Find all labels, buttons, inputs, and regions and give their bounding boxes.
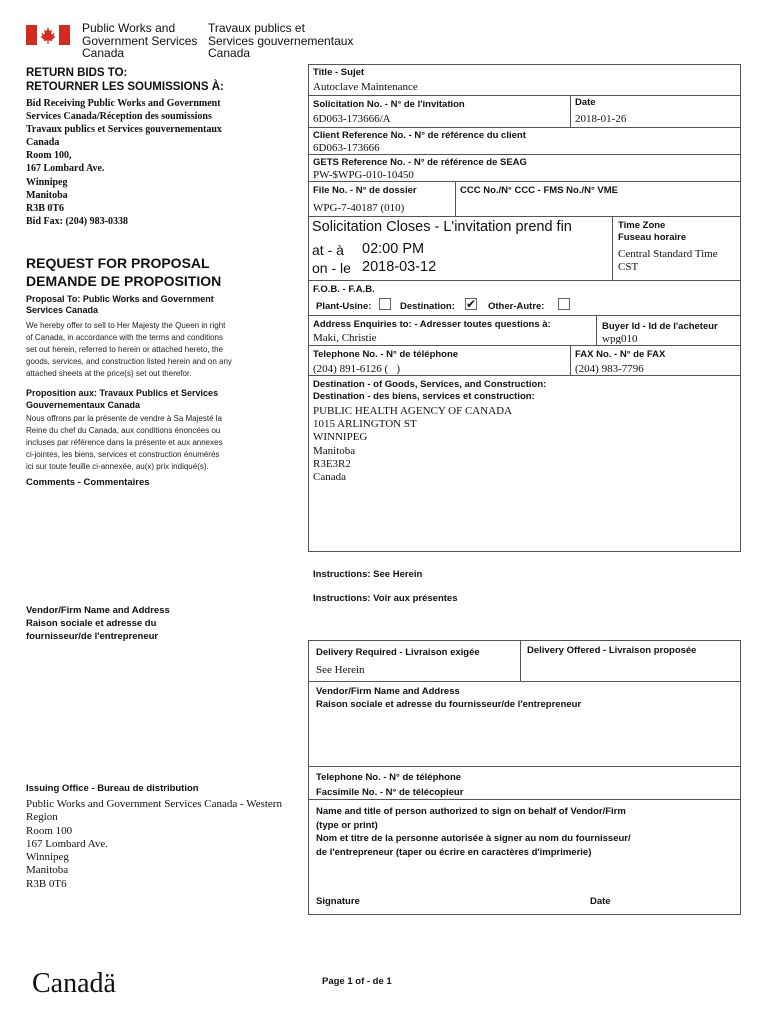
canada-wordmark: Canadä xyxy=(32,968,116,999)
proposal-to-heading: Proposal To: Public Works and Government Services Canada xyxy=(26,294,214,315)
plant-checkbox[interactable] xyxy=(379,298,391,310)
vendor-fax-label: Facsimile No. - N° de télécopieur xyxy=(316,787,464,798)
vendor-telephone-field[interactable] xyxy=(500,770,735,784)
proposal-to-text: We hereby offer to sell to Her Majesty the Queen in right of Canada, in accordance with the terms and conditions set out herein, referred to herein or attached hereto, the goods, services, and construction listed herein and on any attached sheets at the price(s) set out therefor. xyxy=(26,321,232,378)
fob-label: F.O.B. - F.A.B. xyxy=(313,284,375,295)
signature-field[interactable] xyxy=(370,888,570,910)
authorized-signer-field[interactable] xyxy=(316,866,734,880)
destination-heading: Destination - of Goods, Services, and Construction: Destination - des biens, services et construction: xyxy=(313,379,547,402)
buyer-id-label: Buyer Id - Id de l'acheteur xyxy=(602,321,718,332)
instructions-fr: Instructions: Voir aux présentes xyxy=(313,593,458,604)
rfp-heading: REQUEST FOR PROPOSAL DEMANDE DE PROPOSITION xyxy=(26,255,222,289)
telephone-label: Telephone No. - N° de téléphone xyxy=(313,349,459,360)
other-label: Other-Autre: xyxy=(488,301,545,312)
time-zone-label: Time Zone Fuseau horaire xyxy=(618,220,687,243)
signature-date-field[interactable] xyxy=(620,888,735,910)
department-name-en: Public Works and Government Services Canada xyxy=(82,21,198,60)
closing-time-field[interactable] xyxy=(362,240,512,258)
destination-fob-label: Destination: xyxy=(400,301,455,312)
vendor-name-address-field[interactable] xyxy=(316,714,738,766)
delivery-offered-label: Delivery Offered - Livraison proposée xyxy=(527,645,697,656)
file-number-label: File No. - N° de dossier xyxy=(313,185,417,196)
ccc-number-label: CCC No./N° CCC - FMS No./N° VME xyxy=(460,185,619,196)
signature-date-label: Date xyxy=(590,896,611,907)
at-label: at - à xyxy=(312,242,344,258)
solicitation-number-field[interactable] xyxy=(313,112,563,126)
delivery-offered-field[interactable] xyxy=(527,661,735,675)
date-field[interactable] xyxy=(575,112,735,126)
fax-field[interactable] xyxy=(575,362,735,376)
canada-flag-icon xyxy=(26,25,70,45)
government-signature xyxy=(26,22,366,62)
check-icon: ✔ xyxy=(466,297,477,311)
gets-reference-field[interactable] xyxy=(313,168,733,182)
time-zone-value[interactable]: Central Standard Time CST xyxy=(618,248,718,273)
comments-input[interactable] xyxy=(26,492,300,591)
vendor-fax-field[interactable] xyxy=(500,784,735,798)
plant-label: Plant-Usine: xyxy=(316,301,372,312)
file-number-field[interactable] xyxy=(313,201,451,215)
title-label: Title - Sujet xyxy=(313,67,365,78)
destination-checkbox[interactable] xyxy=(465,298,477,310)
other-checkbox[interactable] xyxy=(558,298,570,310)
proposition-text: Nous offrons par la présente de vendre à Sa Majesté la Reine du chef du Canada, aux conditions énoncées ou incluses par référence dans la présente et aux annexes ci-jointes, les biens, services et construction énumérés ici sur toute feuille ci-annexée, au(x) prix indiqué(s). xyxy=(26,414,223,471)
vendor-firm-label: Vendor/Firm Name and Address Raison sociale et adresse du fournisseur/de l'entrepreneur xyxy=(26,605,170,642)
buyer-id-field[interactable] xyxy=(602,334,736,344)
proposition-heading: Proposition aux: Travaux Publics et Services Gouvernementaux Canada xyxy=(26,388,219,410)
issuing-office-address: Public Works and Government Services Canada - Western Region Room 100 167 Lombard Ave. Winnipeg Manitoba R3B 0T6 xyxy=(26,798,282,890)
on-label: on - le xyxy=(312,260,351,276)
solicitation-closes-label: Solicitation Closes - L'invitation prend fin xyxy=(312,219,572,235)
signature-label: Signature xyxy=(316,896,360,907)
authorized-signer-label: Name and title of person authorized to sign on behalf of Vendor/Firm (type or print) Nom et titre de la personne autorisée à signer au nom du fournisseur/ de l'entrepreneur (taper ou écrire en caractères d'imprimerie) xyxy=(316,806,631,858)
gets-reference-label: GETS Reference No. - N° de référence de SEAG xyxy=(313,157,527,168)
delivery-required-label: Delivery Required - Livraison exigée xyxy=(316,647,480,658)
fax-label: FAX No. - N° de FAX xyxy=(575,349,666,360)
delivery-required-field[interactable] xyxy=(316,663,514,677)
return-bids-heading: RETURN BIDS TO: RETOURNER LES SOUMISSIONS À: xyxy=(26,67,224,93)
vendor-name-address-label: Vendor/Firm Name and Address Raison sociale et adresse du fournisseur/de l'entrepreneur xyxy=(316,686,582,710)
ccc-number-field[interactable] xyxy=(460,201,735,215)
telephone-field[interactable] xyxy=(313,362,565,376)
date-label: Date xyxy=(575,97,596,108)
enquiries-label: Address Enquiries to: - Adresser toutes questions à: xyxy=(313,319,551,330)
solicitation-number-label: Solicitation No. - N° de l'invitation xyxy=(313,99,465,110)
enquiries-field[interactable] xyxy=(313,331,593,345)
destination-address: PUBLIC HEALTH AGENCY OF CANADA 1015 ARLINGTON ST WINNIPEG Manitoba R3E3R2 Canada xyxy=(313,405,513,484)
client-reference-field[interactable] xyxy=(313,141,733,155)
return-bids-address: Bid Receiving Public Works and Government Services Canada/Réception des soumissions Travaux publics et Services gouvernementaux Canada Room 100, 167 Lombard Ave. Winnipeg Manitoba R3B 0T6 Bid Fax: (204) 983-0338 xyxy=(26,98,222,227)
client-reference-label: Client Reference No. - N° de référence du client xyxy=(313,130,526,141)
department-name-fr: Travaux publics et Services gouvernementaux Canada xyxy=(208,21,354,60)
comments-label: Comments - Commentaires xyxy=(26,477,150,488)
closing-date-field[interactable] xyxy=(362,258,512,276)
vendor-telephone-label: Telephone No. - N° de téléphone xyxy=(316,772,462,783)
page-number: Page 1 of - de 1 xyxy=(322,976,392,987)
instructions-en: Instructions: See Herein xyxy=(313,569,423,580)
title-field[interactable] xyxy=(313,80,733,94)
issuing-office-label: Issuing Office - Bureau de distribution xyxy=(26,783,199,794)
